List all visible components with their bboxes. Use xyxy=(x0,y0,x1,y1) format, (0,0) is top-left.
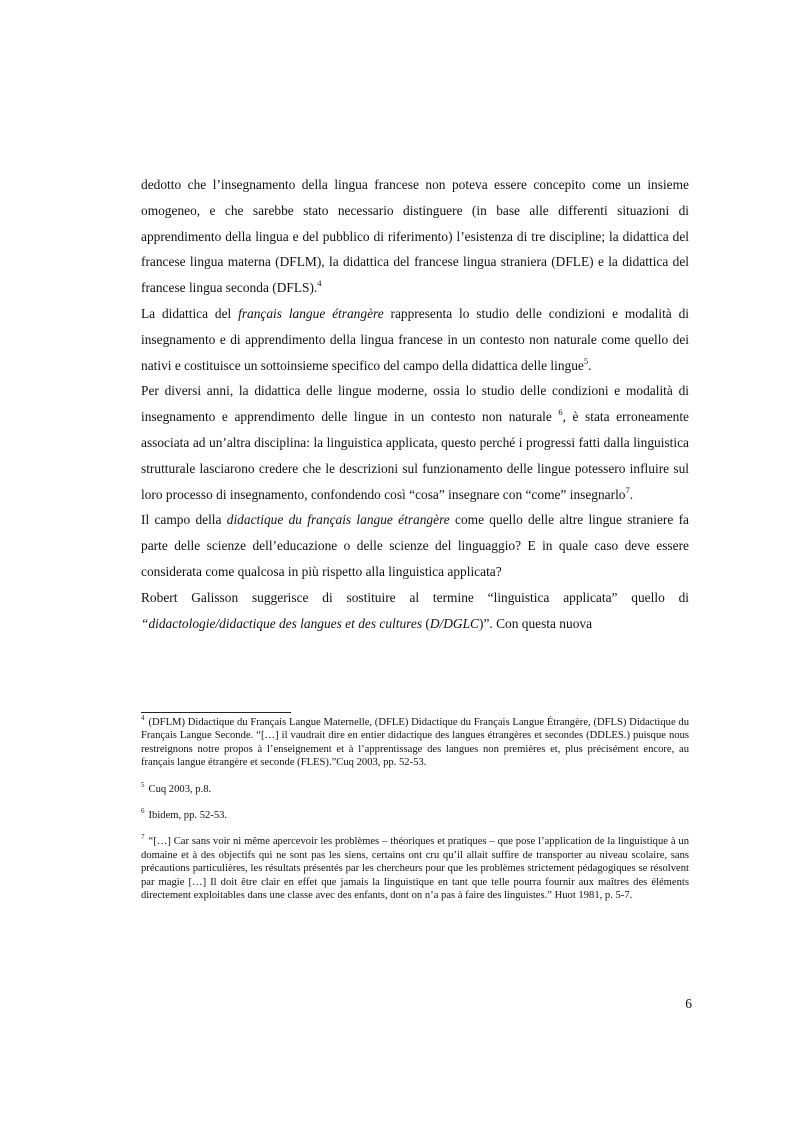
footnote-ref-7[interactable]: 7 xyxy=(625,484,630,495)
footnote-text: (DFLM) Didactique du Français Langue Maternelle, (DFLE) Didactique du Français Langue Étrangère, (DFLS) Didactique du Français Langue Seconde. “[…] il vaudrait dire en entier didactique des langues étrangères et secondes (DDLES.) puisque nous restreignons notre propos à l’enseignement et à l’apprentissage des langues non premières et, plus précisément encore, au français langue étrangère et seconde (FLES).”Cuq 2003, pp. 52-53. xyxy=(141,717,689,769)
footnote-ref-4[interactable]: 4 xyxy=(317,278,322,289)
footnote-7 xyxy=(141,835,689,902)
footnote-number: 7 xyxy=(141,833,145,842)
footnote-ref-6[interactable]: 6 xyxy=(558,407,563,418)
footnote-number: 6 xyxy=(141,807,145,816)
main-text xyxy=(141,172,689,636)
footnotes xyxy=(141,716,689,915)
paragraph-5: Robert Galisson suggerisce di sostituire al termine “linguistica applicata” quello di “didactologie/didactique des langues et des cultures (D/DGLC)”. Con questa nuova xyxy=(141,589,689,631)
footnote-6 xyxy=(141,809,689,822)
footnote-number: 5 xyxy=(141,780,145,789)
italic-term: français langue étrangère xyxy=(238,305,384,321)
footnote-5 xyxy=(141,780,689,796)
footnote-text: Cuq 2003, p.8. xyxy=(148,783,212,795)
footnote-text: Ibidem, pp. 52-53. xyxy=(148,810,228,822)
page-number: 6 xyxy=(685,996,692,1011)
italic-term: D/DGLC xyxy=(429,615,479,631)
paragraph-3: Per diversi anni, la didattica delle lingue moderne, ossia lo studio delle condizioni e modalità di insegnamento e apprendimento delle lingue in un contesto non naturale $^6$, è stata erroneamente associata ad un’altra disciplina: la linguistica applicata, questo perché i progressi fatti dalla linguistica strutturale lasciarono credere che le descrizioni sul funzionamento delle lingue potessero influire sul loro processo di insegnamento, confondendo così “cosa” insegnare con “come” insegnarlo$^7$. xyxy=(141,383,689,502)
footnote-text: “[…] Car sans voir ni même apercevoir les problèmes – théoriques et pratiques – que pose l’application de la linguistique à un domaine et à des objectifs qui ne sont pas les siens, certains ont cru qu’il allait suffire de transporter au niveau scolaire, sans précautions particulières, les résultats présentés par les chercheurs pour que les problèmes strictement pédagogiques se résolvent par magie […] Il doit être clair en effet que jamais la linguistique en tant que telle pourra fournir aux maîtres des éléments directement exploitables dans une classe avec des enfants, dont on n’a pas à faire des linguistes.” Huot 1981, p. 5-7. xyxy=(141,836,689,902)
italic-term: didactique du français langue étrangère xyxy=(226,512,450,528)
footnote-4 xyxy=(141,716,689,770)
paragraph-2: La didattica del français langue étrangère rappresenta lo studio delle condizioni e modalità di insegnamento e di apprendimento della lingua francese in un contesto non naturale come quello dei nativi e costituisce un sottoinsieme specifico del campo della didattica delle lingue$^5$. xyxy=(141,305,689,373)
footnote-ref-5[interactable]: 5 xyxy=(583,355,589,366)
italic-term: “didactologie/didactique des langues et des cultures xyxy=(141,615,423,631)
paragraph-4: Il campo della didactique du français langue étrangère come quello delle altre lingue straniere fa parte delle scienze dell’educazione o delle scienze del linguaggio? E in quale caso deve essere considerata come qualcosa in più rispetto alla linguistica applicata? xyxy=(141,512,689,579)
footnote-separator xyxy=(141,712,291,713)
paragraph-1: dedotto che l’insegnamento della lingua francese non poteva essere concepito come un insieme omogeneo, e che sarebbe stato necessario distinguere (in base alle differenti situazioni di apprendimento della lingua e del pubblico di riferimento) l’esistenza di tre discipline; la didattica del francese lingua materna (DFLM), la didattica del francese lingua straniera (DFLE) e la didattica del francese lingua seconda (DFLS).$^4$ xyxy=(141,177,689,296)
footnote-number: 4 xyxy=(141,714,145,722)
